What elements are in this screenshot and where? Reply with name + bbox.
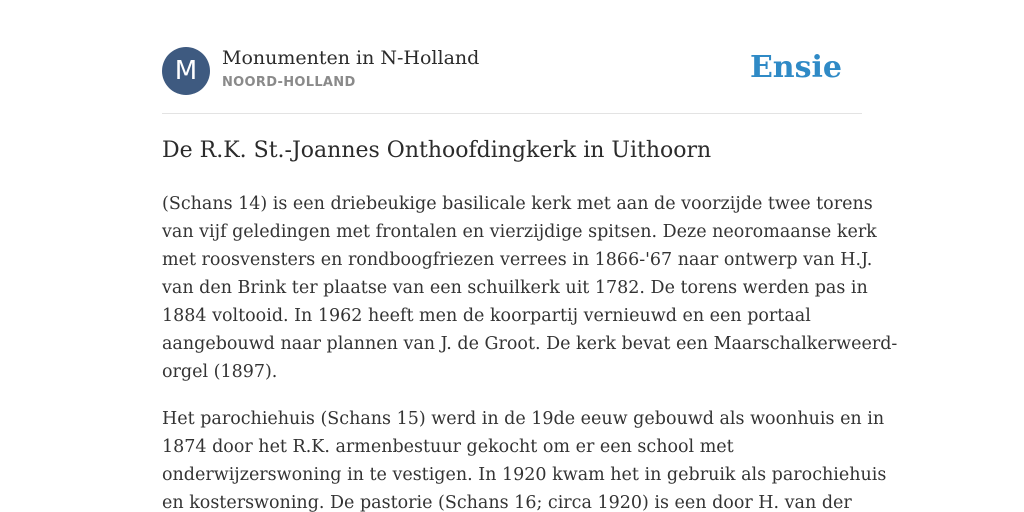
text-line: orgel (1897).: [162, 362, 278, 382]
paragraph-1: [162, 190, 898, 386]
text-line: 1874 door het R.K. armenbestuur gekocht om er een school met: [162, 437, 734, 457]
text-line: Het parochiehuis (Schans 15) werd in de 19de eeuw gebouwd als woonhuis en in: [162, 409, 885, 429]
brand-logo[interactable]: Ensie: [749, 50, 842, 85]
source-header: [162, 47, 862, 95]
text-line: onderwijzerswoning in te vestigen. In 1920 kwam het in gebruik als parochiehuis: [162, 465, 887, 485]
text-line: met roosvensters en rondboogfriezen verrees in 1866-'67 naar ontwerp van H.J.: [162, 250, 873, 270]
text-line: van vijf geledingen met frontalen en vierzijdige spitsen. Deze neoromaanse kerk: [162, 222, 877, 242]
article-body: [162, 190, 898, 512]
source-subtitle: NOORD-HOLLAND: [222, 75, 356, 90]
avatar[interactable]: M: [162, 47, 210, 95]
text-line: (Schans 14) is een driebeukige basilicale kerk met aan de voorzijde twee torens: [162, 194, 873, 214]
article-title: De R.K. St.-Joannes Onthoofdingkerk in Uithoorn: [162, 138, 712, 163]
header-divider: [162, 113, 862, 114]
text-line: en kosterswoning. De pastorie (Schans 16; circa 1920) is een door H. van der: [162, 493, 852, 512]
text-line: van den Brink ter plaatse van een schuilkerk uit 1782. De torens werden pas in: [162, 278, 868, 298]
text-line: aangebouwd naar plannen van J. de Groot. De kerk bevat een Maarschalkerweerd-: [162, 334, 898, 354]
source-title-link[interactable]: Monumenten in N-Holland: [222, 47, 480, 69]
paragraph-2: [162, 405, 887, 512]
text-line: 1884 voltooid. In 1962 heeft men de koorpartij vernieuwd en een portaal: [162, 306, 811, 326]
